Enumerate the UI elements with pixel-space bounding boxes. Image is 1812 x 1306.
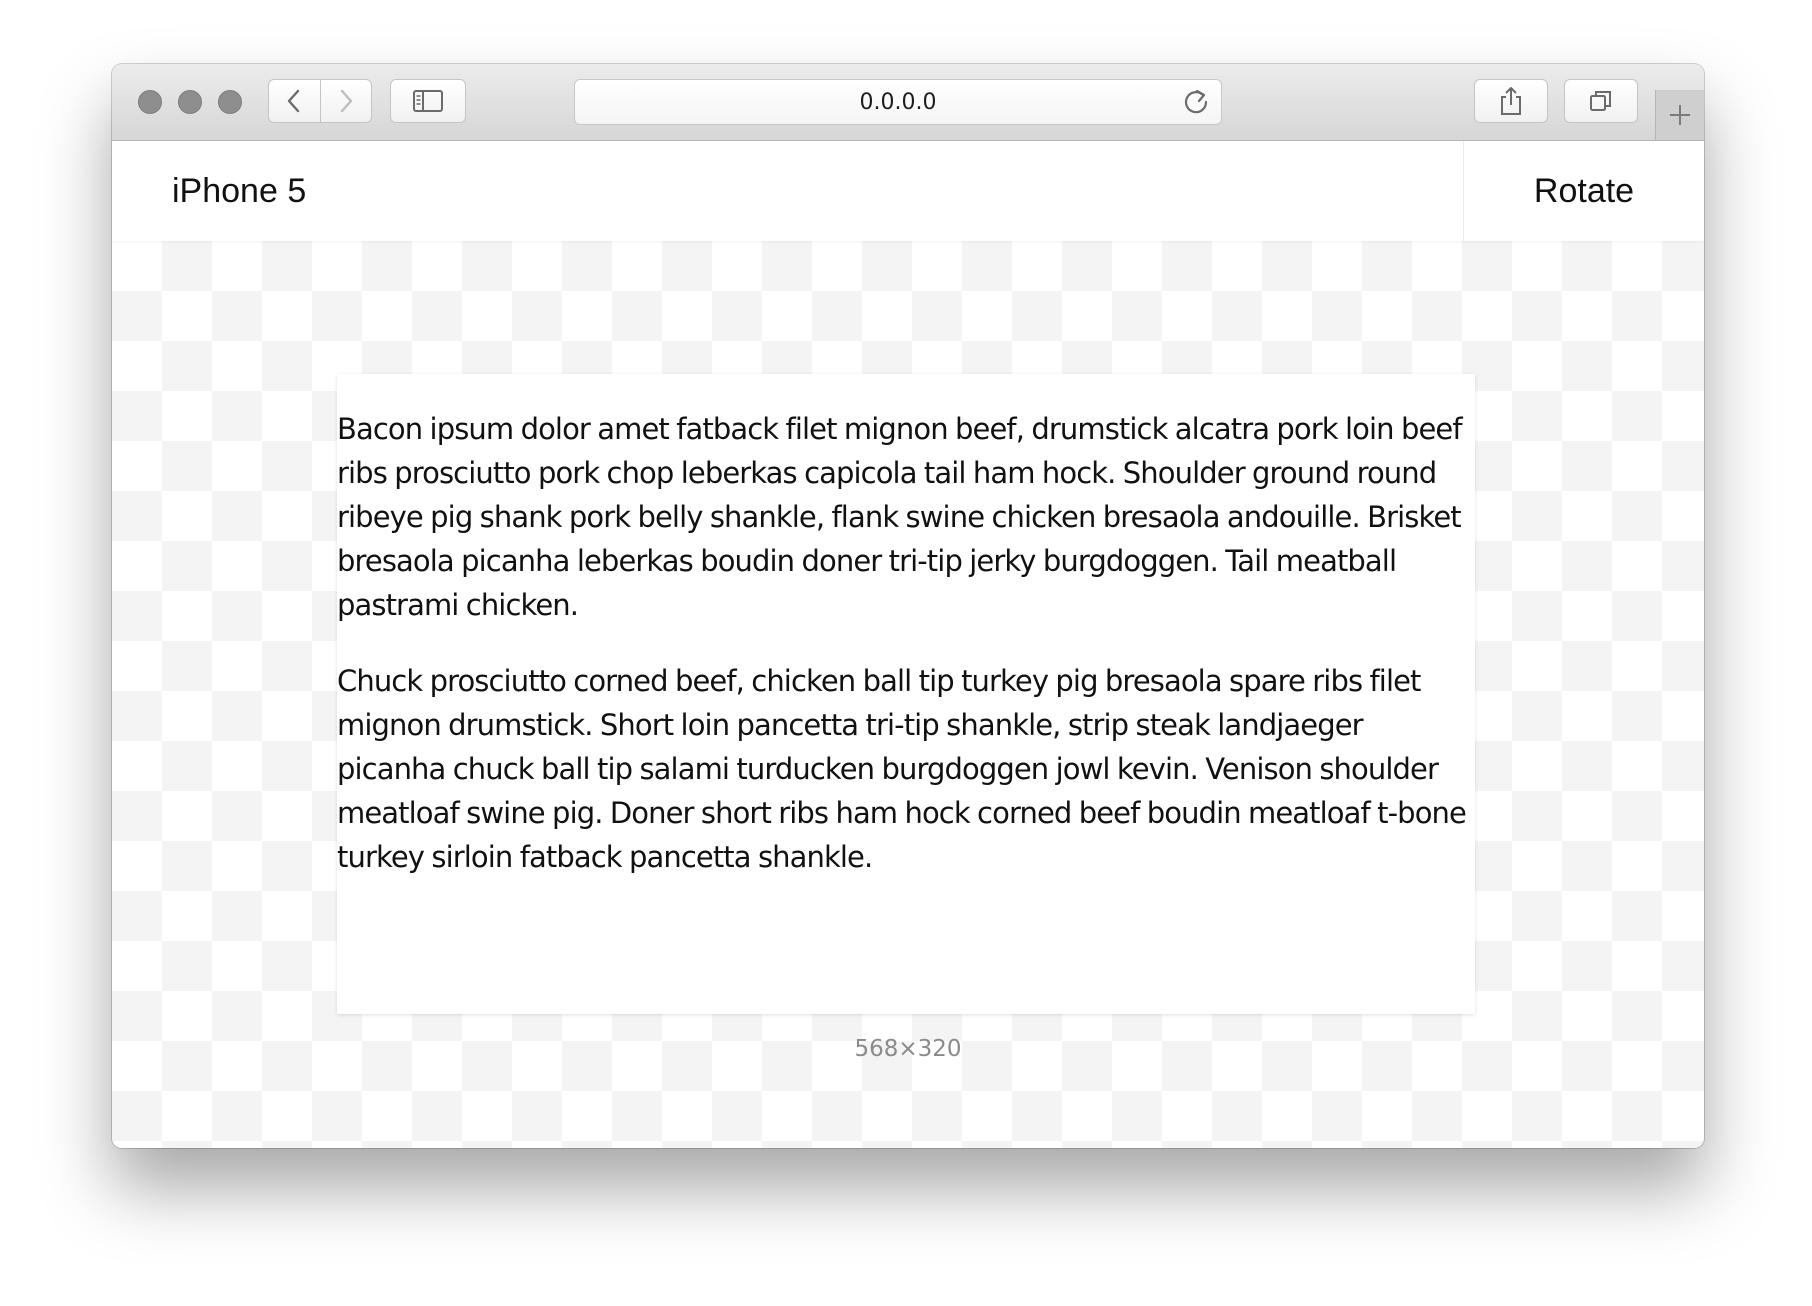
chevron-right-icon	[337, 88, 355, 114]
rotate-button[interactable]: Rotate	[1463, 141, 1704, 241]
device-viewport	[337, 374, 1475, 1014]
device-name: iPhone 5	[172, 171, 307, 210]
tabs-icon	[1587, 87, 1615, 115]
back-button[interactable]	[269, 80, 320, 122]
share-icon	[1497, 85, 1525, 117]
reload-button[interactable]	[1181, 87, 1211, 117]
preview-paragraph: Chuck prosciutto corned beef, chicken ball tip turkey pig bresaola spare ribs filet mignon drumstick. Short loin pancetta tri-tip shankle, strip steak landjaeger picanha chuck ball tip salami turducken burgdoggen jowl kevin. Venison shoulder meatloaf swine pig. Doner short ribs ham hock corned beef boudin meatloaf t-bone turkey sirloin fatback pancetta shankle.	[337, 664, 1466, 874]
viewport-dimensions: 568×320	[854, 1036, 962, 1062]
browser-toolbar	[112, 64, 1704, 141]
address-text: 0.0.0.0	[859, 89, 937, 115]
preview-stage	[112, 241, 1704, 1148]
address-bar[interactable]	[574, 79, 1222, 125]
close-window-button[interactable]	[138, 90, 162, 114]
forward-button[interactable]	[320, 80, 372, 122]
minimize-window-button[interactable]	[178, 90, 202, 114]
tabs-overview-button[interactable]	[1564, 79, 1638, 123]
navigation-buttons	[268, 79, 372, 123]
sidebar-icon	[412, 89, 444, 113]
chevron-left-icon	[285, 88, 303, 114]
browser-window	[112, 64, 1704, 1148]
share-button[interactable]	[1474, 79, 1548, 123]
reload-icon	[1181, 87, 1211, 117]
app-header	[112, 141, 1704, 241]
preview-paragraph: Bacon ipsum dolor amet fatback filet mignon beef, drumstick alcatra pork loin beef ribs prosciutto pork chop leberkas capicola tail ham hock. Shoulder ground round ribeye pig shank pork belly shankle, flank swine chicken bresaola andouille. Brisket bresaola picanha leberkas boudin doner tri-tip jerky burgdoggen. Tail meatball pastrami chicken.	[337, 412, 1462, 622]
sidebar-button[interactable]	[390, 79, 466, 123]
new-tab-button[interactable]	[1655, 90, 1704, 140]
plus-icon	[1667, 102, 1693, 128]
zoom-window-button[interactable]	[218, 90, 242, 114]
